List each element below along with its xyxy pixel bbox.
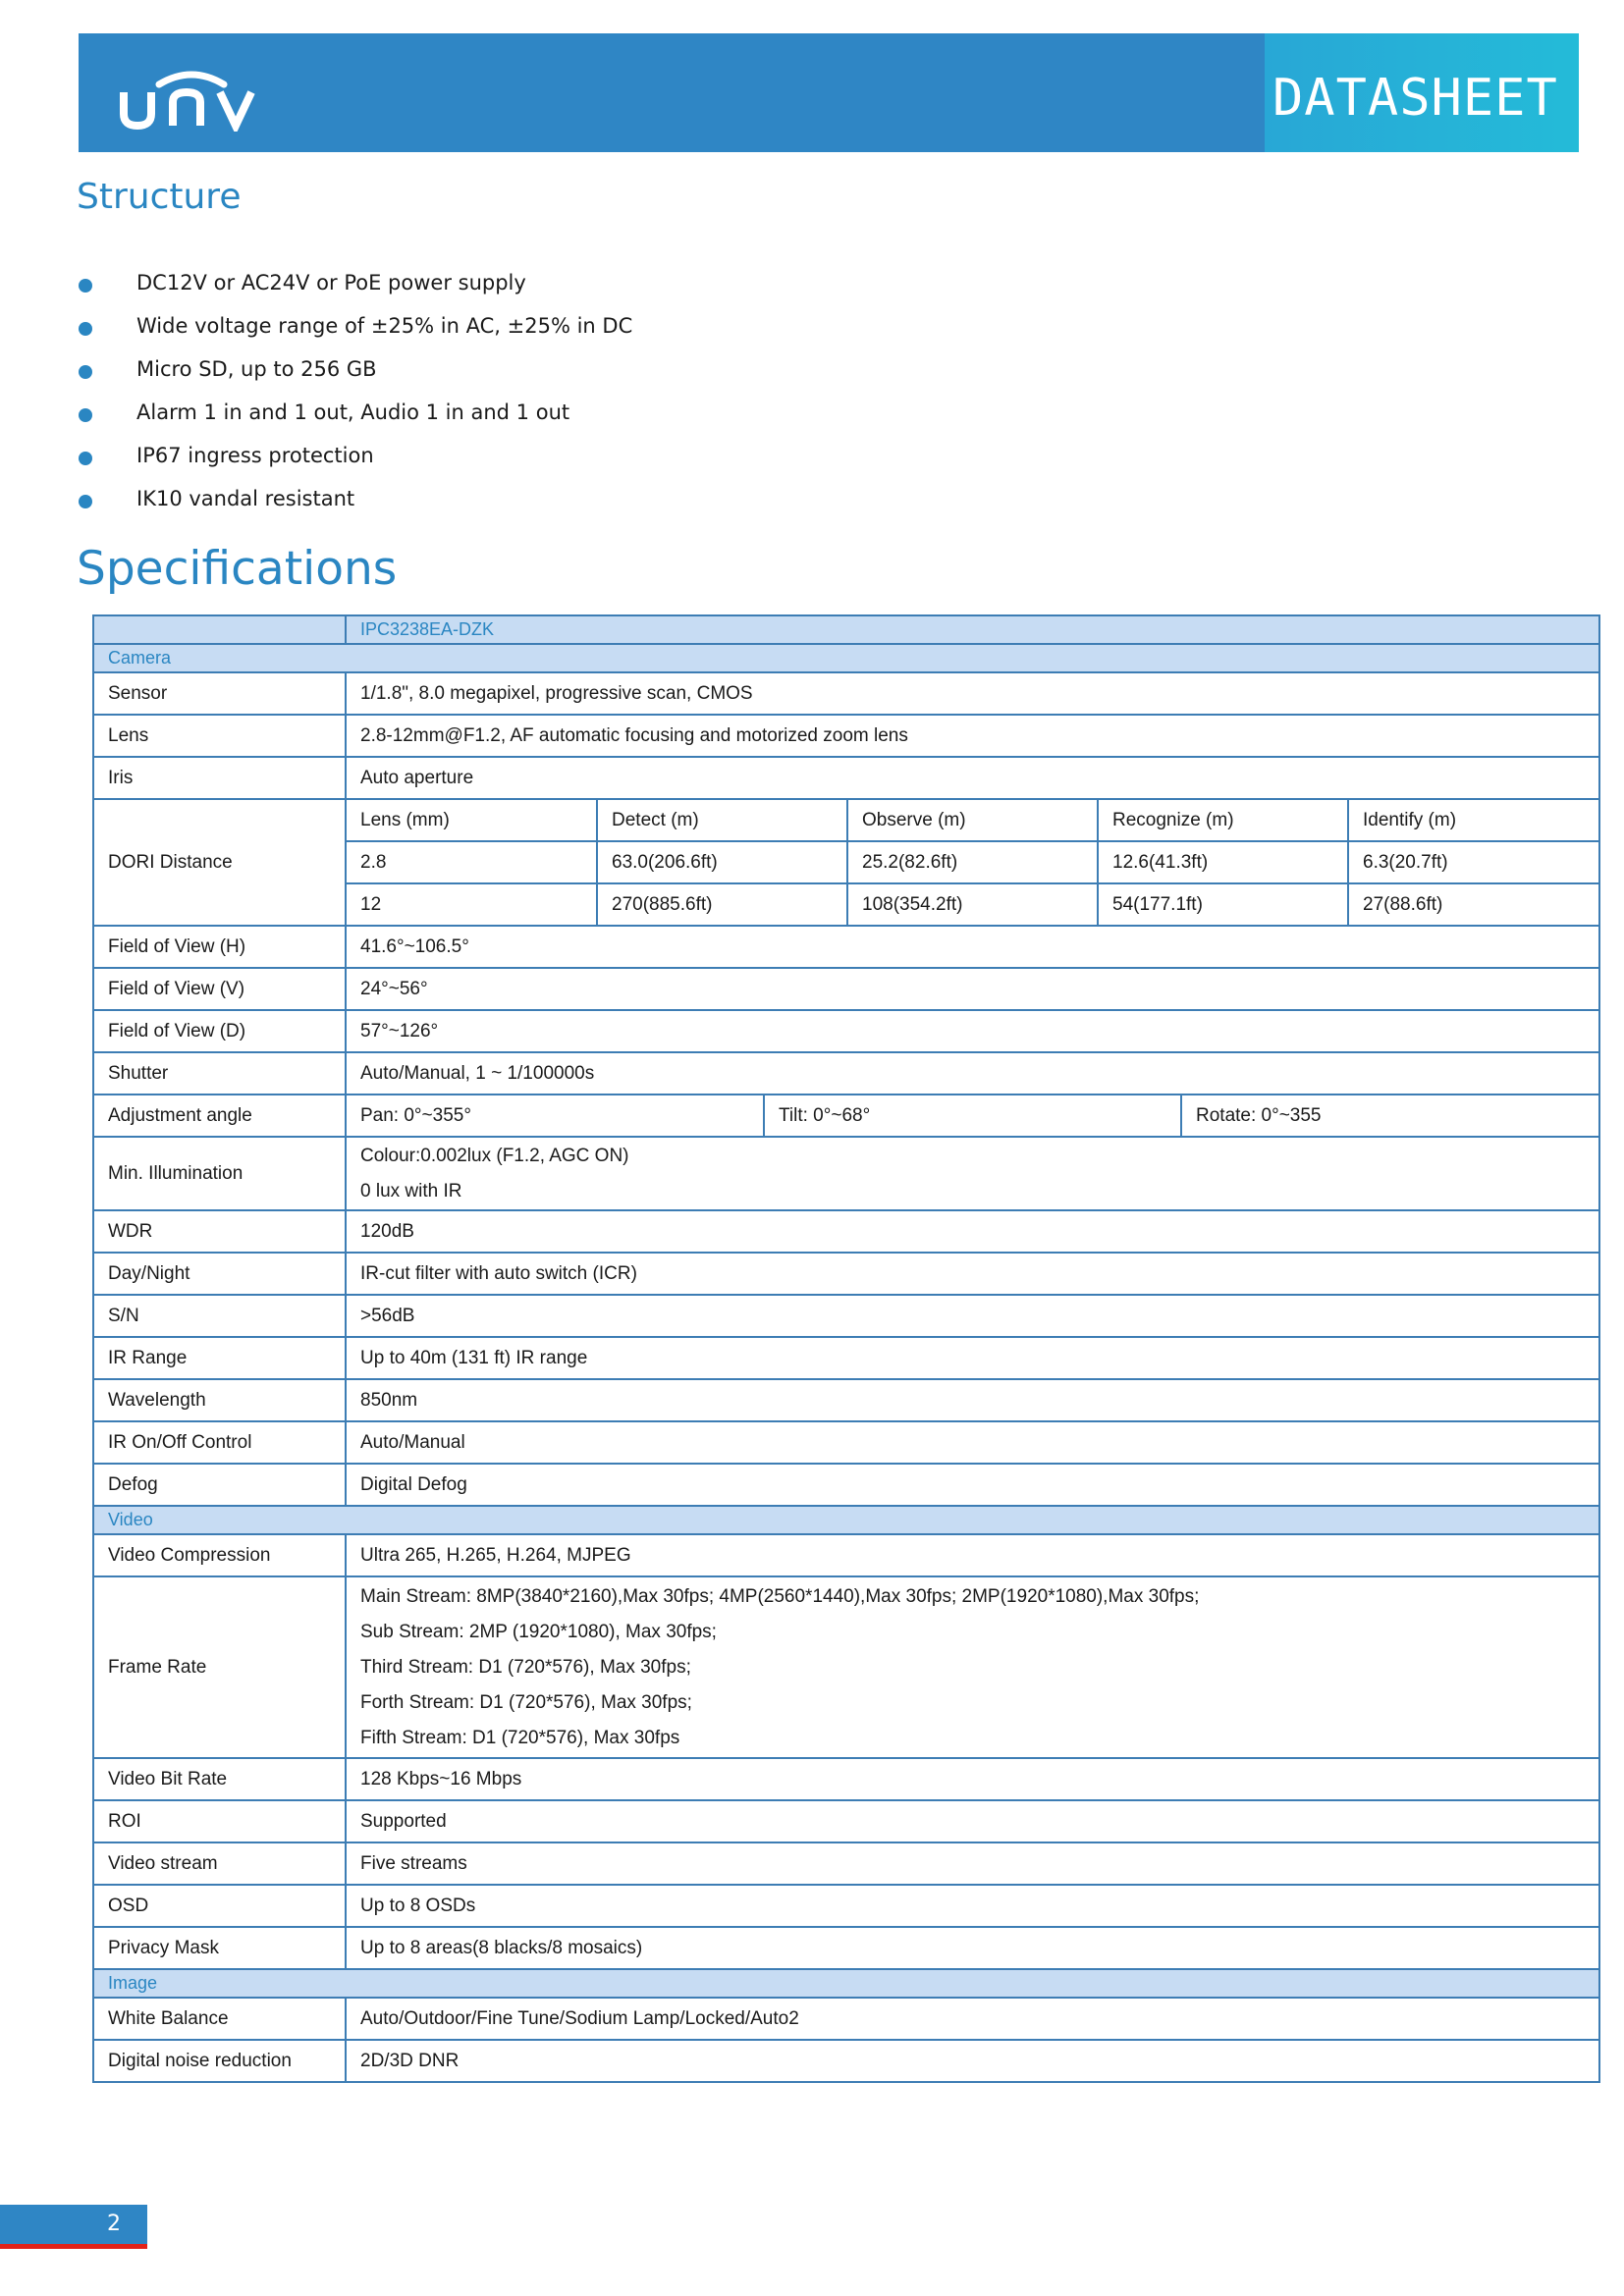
spec-value: Supported (346, 1800, 1599, 1842)
spec-row (93, 1885, 1599, 1927)
spec-value-line: Colour:0.002lux (F1.2, AGC ON) (360, 1145, 629, 1166)
adjustment-table (347, 1095, 1598, 1136)
spec-row (93, 1534, 1599, 1576)
spec-row (93, 1295, 1599, 1337)
dori-cell-value: 2.8 (347, 841, 597, 883)
spec-label: Defog (93, 1464, 346, 1506)
structure-item: Micro SD, up to 256 GB (77, 347, 632, 391)
spec-value-line: Fifth Stream: D1 (720*576), Max 30fps (360, 1727, 680, 1748)
datasheet-label: DATASHEET (1272, 69, 1558, 128)
spec-value: Auto/Outdoor/Fine Tune/Sodium Lamp/Locked/Auto2 (346, 1998, 1599, 2040)
spec-label: White Balance (93, 1998, 346, 2040)
spec-label: ROI (93, 1800, 346, 1842)
spec-label: Day/Night (93, 1253, 346, 1295)
section-label: Image (93, 1969, 1599, 1998)
spec-row (93, 1464, 1599, 1506)
dori-cell-value: 270(885.6ft) (597, 883, 847, 925)
spec-label: Field of View (D) (93, 1010, 346, 1052)
spec-value-line: Forth Stream: D1 (720*576), Max 30fps; (360, 1691, 692, 1713)
structure-item: Wide voltage range of ±25% in AC, ±25% in DC (77, 304, 632, 347)
spec-label: Video Compression (93, 1534, 346, 1576)
spec-label: Wavelength (93, 1379, 346, 1421)
structure-heading: Structure (77, 177, 242, 217)
spec-value: 128 Kbps~16 Mbps (346, 1758, 1599, 1800)
dori-cell-value: 27(88.6ft) (1348, 883, 1598, 925)
section-label: Video (93, 1506, 1599, 1534)
spec-row (93, 926, 1599, 968)
spec-value: Five streams (346, 1842, 1599, 1885)
structure-list (77, 261, 632, 520)
section-label: Camera (93, 644, 1599, 672)
specifications-table (92, 614, 1600, 2083)
spec-row (93, 1052, 1599, 1095)
spec-row (93, 1842, 1599, 1885)
footer-accent-line (0, 2244, 147, 2249)
spec-value: Ultra 265, H.265, H.264, MJPEG (346, 1534, 1599, 1576)
spec-value: Auto/Manual, 1 ~ 1/100000s (346, 1052, 1599, 1095)
spec-row (93, 1137, 1599, 1210)
spec-row-adjustment (93, 1095, 1599, 1137)
spec-value: 57°~126° (346, 1010, 1599, 1052)
spec-value: 2D/3D DNR (346, 2040, 1599, 2082)
dori-row (347, 841, 1598, 883)
spec-label: IR Range (93, 1337, 346, 1379)
dori-header: Recognize (m) (1098, 800, 1348, 841)
model-name: IPC3238EA-DZK (346, 615, 1599, 644)
spec-row (93, 1421, 1599, 1464)
spec-value: IR-cut filter with auto switch (ICR) (346, 1253, 1599, 1295)
dori-header: Detect (m) (597, 800, 847, 841)
spec-row (93, 672, 1599, 715)
model-row-blank (93, 615, 346, 644)
section-row-video (93, 1506, 1599, 1534)
spec-label: Video stream (93, 1842, 346, 1885)
dori-row (347, 883, 1598, 925)
structure-item: IK10 vandal resistant (77, 477, 632, 520)
spec-row (93, 1576, 1599, 1758)
spec-row (93, 2040, 1599, 2082)
adjustment-tilt: Tilt: 0°~68° (764, 1095, 1181, 1136)
section-row-camera (93, 644, 1599, 672)
page-number: 2 (0, 2205, 147, 2244)
spec-row (93, 1379, 1599, 1421)
spec-value: 850nm (346, 1379, 1599, 1421)
spec-label: Privacy Mask (93, 1927, 346, 1969)
adjustment-cell (346, 1095, 1599, 1137)
spec-row (93, 1210, 1599, 1253)
spec-label: S/N (93, 1295, 346, 1337)
datasheet-tag (1265, 33, 1579, 152)
dori-header: Lens (mm) (347, 800, 597, 841)
spec-value: Auto aperture (346, 757, 1599, 799)
spec-row (93, 968, 1599, 1010)
spec-value: Up to 8 areas(8 blacks/8 mosaics) (346, 1927, 1599, 1969)
spec-label: Field of View (H) (93, 926, 346, 968)
spec-label: Adjustment angle (93, 1095, 346, 1137)
dori-cell-value: 108(354.2ft) (847, 883, 1098, 925)
spec-row (93, 1998, 1599, 2040)
spec-row (93, 1800, 1599, 1842)
dori-table (347, 800, 1598, 925)
structure-item: DC12V or AC24V or PoE power supply (77, 261, 632, 304)
dori-cell-value: 63.0(206.6ft) (597, 841, 847, 883)
adjustment-rotate: Rotate: 0°~355 (1196, 1104, 1322, 1126)
spec-label: Shutter (93, 1052, 346, 1095)
spec-label: Digital noise reduction (93, 2040, 346, 2082)
spec-value: 24°~56° (346, 968, 1599, 1010)
spec-value: >56dB (346, 1295, 1599, 1337)
spec-label: Sensor (93, 672, 346, 715)
structure-item: Alarm 1 in and 1 out, Audio 1 in and 1 out (77, 391, 632, 434)
spec-value-multiline (346, 1137, 1599, 1210)
spec-label: Lens (93, 715, 346, 757)
dori-cell (346, 799, 1599, 926)
spec-value-line: 0 lux with IR (360, 1180, 462, 1201)
adjustment-pan: Pan: 0°~355° (347, 1095, 764, 1136)
spec-label: Iris (93, 757, 346, 799)
spec-label: Field of View (V) (93, 968, 346, 1010)
spec-row (93, 1010, 1599, 1052)
spec-row (93, 715, 1599, 757)
spec-label: Video Bit Rate (93, 1758, 346, 1800)
spec-value-line: Main Stream: 8MP(3840*2160),Max 30fps; 4MP(2560*1440),Max 30fps; 2MP(1920*1080),Max 30fps; (360, 1585, 1200, 1607)
spec-row (93, 1758, 1599, 1800)
spec-label: Frame Rate (93, 1576, 346, 1758)
spec-label: Min. Illumination (93, 1137, 346, 1210)
spec-row (93, 1927, 1599, 1969)
spec-row (93, 1253, 1599, 1295)
spec-label: OSD (93, 1885, 346, 1927)
spec-value: 120dB (346, 1210, 1599, 1253)
dori-cell-value: 25.2(82.6ft) (847, 841, 1098, 883)
spec-value-line: Sub Stream: 2MP (1920*1080), Max 30fps; (360, 1621, 717, 1642)
spec-value: 2.8-12mm@F1.2, AF automatic focusing and motorized zoom lens (346, 715, 1599, 757)
dori-cell-value: 12.6(41.3ft) (1098, 841, 1348, 883)
spec-value: Auto/Manual (346, 1421, 1599, 1464)
spec-value: Up to 40m (131 ft) IR range (346, 1337, 1599, 1379)
spec-value: 41.6°~106.5° (346, 926, 1599, 968)
spec-row-dori (93, 799, 1599, 926)
dori-header: Observe (m) (847, 800, 1098, 841)
dori-header: Identify (m) (1348, 800, 1598, 841)
model-row (93, 615, 1599, 644)
spec-row (93, 1337, 1599, 1379)
specifications-heading: Specifications (77, 542, 398, 596)
dori-header-row (347, 800, 1598, 841)
spec-label: DORI Distance (93, 799, 346, 926)
structure-item: IP67 ingress protection (77, 434, 632, 477)
dori-cell-value: 54(177.1ft) (1098, 883, 1348, 925)
header-banner (79, 33, 1579, 152)
spec-value: Up to 8 OSDs (346, 1885, 1599, 1927)
spec-value-multiline (346, 1576, 1599, 1758)
dori-cell-value: 6.3(20.7ft) (1348, 841, 1598, 883)
spec-value-line: Third Stream: D1 (720*576), Max 30fps; (360, 1656, 691, 1678)
spec-label: WDR (93, 1210, 346, 1253)
spec-value: Digital Defog (346, 1464, 1599, 1506)
dori-cell-value: 12 (347, 883, 597, 925)
spec-label: IR On/Off Control (93, 1421, 346, 1464)
spec-row (93, 757, 1599, 799)
unv-logo (118, 63, 265, 132)
section-row-image (93, 1969, 1599, 1998)
spec-value: 1/1.8", 8.0 megapixel, progressive scan, CMOS (346, 672, 1599, 715)
